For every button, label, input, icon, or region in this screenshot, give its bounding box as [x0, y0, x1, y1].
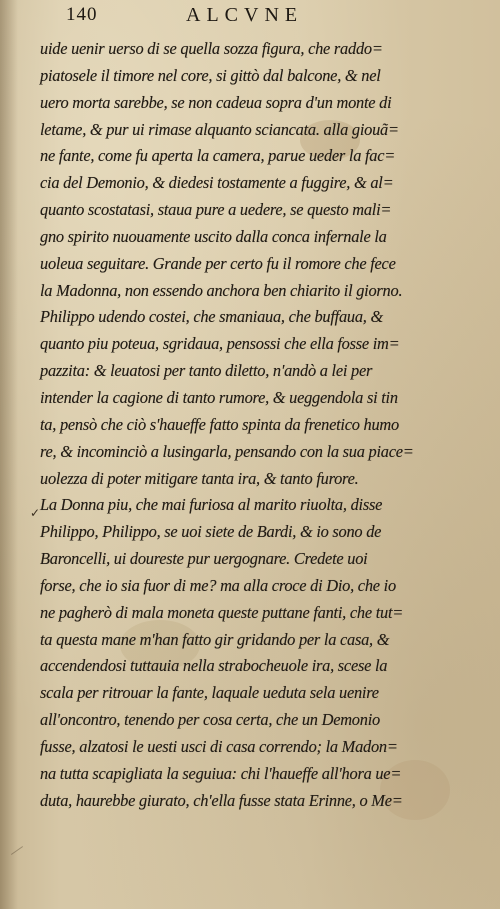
- body-text: [40, 36, 492, 814]
- text-line: quanto scostatasi, staua pure a uedere, se questo mali=: [40, 200, 392, 220]
- text-line: cia del Demonio, & diedesi tostamente a fuggire, & al=: [40, 173, 394, 193]
- text-line: ta questa mane m'han fatto gir gridando per la casa, &: [40, 629, 390, 649]
- text-line: ne fante, come fu aperta la camera, parue ueder la fac=: [40, 146, 396, 166]
- text-line: uero morta sarebbe, se non cadeua sopra d'un monte di: [40, 92, 392, 112]
- margin-tick-mark: ✓: [30, 506, 41, 520]
- text-line: accendendosi tuttauia nella strabocheuole ira, scese la: [40, 656, 388, 676]
- running-head: ALCVNE: [186, 4, 304, 26]
- text-line: La Donna piu, che mai furiosa al marito riuolta, disse: [40, 495, 383, 515]
- page-header: [0, 4, 500, 28]
- text-line: na tutta scapigliata la seguiua: chi l'haueffe all'hora ue=: [40, 763, 402, 783]
- text-line: uoleua seguitare. Grande per certo fu il romore che fece: [40, 253, 396, 273]
- text-line: uide uenir uerso di se quella sozza figura, che raddo=: [40, 39, 383, 58]
- text-line: Philippo udendo costei, che smaniaua, che buffaua, &: [40, 307, 383, 327]
- text-line: duta, haurebbe giurato, ch'ella fusse stata Erinne, o Me=: [40, 790, 403, 810]
- text-line: Philippo, Philippo, se uoi siete de Bardi, & io sono de: [40, 522, 382, 542]
- text-line: ne pagherò di mala moneta queste puttane fanti, che tut=: [40, 602, 404, 622]
- text-line: uolezza di poter mitigare tanta ira, & tanto furore.: [40, 468, 359, 488]
- text-line: all'oncontro, tenendo per cosa certa, che un Demonio: [40, 710, 380, 730]
- text-line: intender la cagione di tanto rumore, & ueggendola si tin: [40, 387, 398, 407]
- text-line: scala per ritrouar la fante, laquale ueduta sela uenire: [40, 683, 379, 703]
- text-line: letame, & pur ui rimase alquanto sciancata. alla giouã=: [40, 119, 399, 139]
- page-number: 140: [66, 4, 98, 25]
- text-line: ta, pensò che ciò s'haueffe fatto spinta da frenetico humo: [40, 414, 399, 434]
- text-line: re, & incominciò a lusingarla, pensando con la sua piace=: [40, 441, 414, 461]
- text-line: gno spirito nuouamente uscito dalla conca infernale la: [40, 226, 387, 246]
- text-line: piatosele il timore nel core, si gittò dal balcone, & nel: [40, 65, 381, 85]
- gutter-shadow: [0, 0, 18, 909]
- text-line: pazzita: & leuatosi per tanto diletto, n'andò a lei per: [40, 361, 373, 381]
- text-line: fusse, alzatosi le uesti usci di casa correndo; la Madon=: [40, 736, 398, 756]
- text-line: forse, che io sia fuor di me? ma alla croce di Dio, che io: [40, 575, 396, 595]
- text-line: Baroncelli, ui doureste pur uergognare. Credete uoi: [40, 549, 368, 569]
- text-line: la Madonna, non essendo anchora ben chiarito il giorno.: [40, 280, 403, 300]
- text-line: quanto piu poteua, sgridaua, pensossi che ella fosse im=: [40, 334, 400, 354]
